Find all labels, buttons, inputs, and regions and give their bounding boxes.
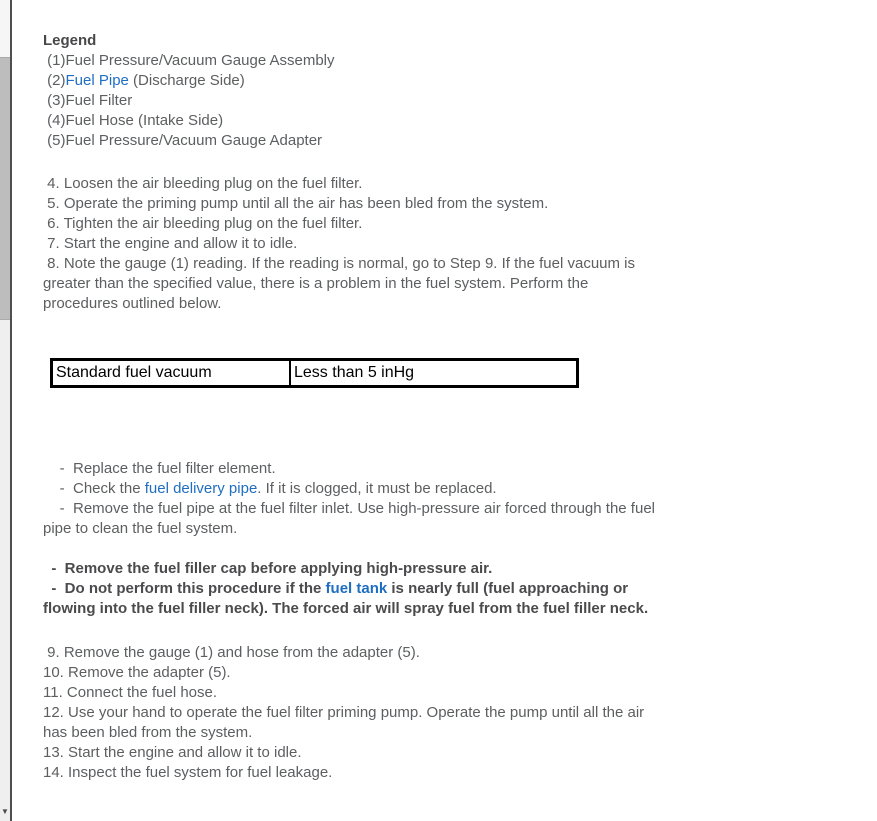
legend-item-text: (Discharge Side) (128, 72, 245, 89)
scrollbar-upper-track[interactable] (0, 0, 10, 57)
fuel-pipe-link[interactable]: Fuel Pipe (65, 72, 129, 89)
legend-item-text: (4)Fuel Hose (Intake Side) (43, 112, 224, 129)
legend-item-3 (43, 91, 656, 111)
step-9: 9. Remove the gauge (1) and hose from the adapter (5). (43, 644, 420, 661)
step-5: 5. Operate the priming pump until all the air has been bled from the system. (43, 195, 549, 212)
bullet-replace-filter (43, 459, 656, 479)
bullet-text: . If it is clogged, it must be replaced. (257, 480, 497, 497)
legend-item-text: (5)Fuel Pressure/Vacuum Gauge Adapter (43, 132, 323, 149)
scrollbar-thumb[interactable] (0, 57, 10, 320)
spec-label-cell: Standard fuel vacuum (52, 360, 291, 387)
document-content (43, 31, 660, 783)
procedure-steps-4-8 (43, 174, 656, 314)
scrollbar-down-button[interactable] (0, 806, 10, 818)
warning-text: - Remove the fuel filler cap before applying high-pressure air. (43, 560, 493, 577)
legend-list (43, 51, 656, 151)
remedy-bullet-list (43, 459, 660, 539)
legend-item-5 (43, 131, 656, 151)
down-arrow-icon: ▼ (1, 807, 9, 816)
bullet-text: - Remove the fuel pipe at the fuel filter inlet. Use high-pressure air forced through the fuel pipe to clean the fuel system. (43, 500, 660, 537)
step-14: 14. Inspect the fuel system for fuel leakage. (43, 764, 333, 781)
legend-item-2 (43, 71, 656, 91)
warning-fuel-tank (43, 579, 656, 619)
bullet-text: - Replace the fuel filter element. (43, 460, 276, 477)
bullet-remove-pipe (43, 499, 660, 539)
fuel-delivery-pipe-link[interactable]: fuel delivery pipe (144, 480, 258, 497)
bullet-text: - Check the (43, 480, 145, 497)
warning-text: is nearly full (fuel approaching or flowing into the fuel filler neck). The forced air will spray fuel from the fuel filler neck. (43, 580, 649, 617)
legend-item-text: (2) (43, 72, 66, 89)
procedure-steps-9-14 (43, 643, 656, 783)
legend-item-1 (43, 51, 656, 71)
step-4: 4. Loosen the air bleeding plug on the fuel filter. (43, 175, 363, 192)
step-10: 10. Remove the adapter (5). (43, 664, 231, 681)
step-7: 7. Start the engine and allow it to idle. (43, 235, 298, 252)
step-13: 13. Start the engine and allow it to idle. (43, 744, 302, 761)
warning-text: - Do not perform this procedure if the (43, 580, 326, 597)
step-11: 11. Connect the fuel hose. (43, 684, 218, 701)
spec-table (50, 358, 579, 388)
frame-divider (10, 0, 12, 821)
bullet-check-pipe (43, 479, 656, 499)
warning-bullet-list (43, 559, 656, 619)
step-12: 12. Use your hand to operate the fuel filter priming pump. Operate the pump until all the air has been bled from the system. (43, 704, 649, 741)
legend-item-4 (43, 111, 656, 131)
vertical-scrollbar[interactable] (0, 0, 10, 821)
step-8: 8. Note the gauge (1) reading. If the reading is normal, go to Step 9. If the fuel vacuum is greater than the specified value, there is a problem in the fuel system. Perform the procedures outlined below. (43, 255, 640, 312)
legend-item-text: (3)Fuel Filter (43, 92, 133, 109)
fuel-tank-link[interactable]: fuel tank (325, 580, 388, 597)
spec-table-wrap (50, 358, 656, 388)
step-6: 6. Tighten the air bleeding plug on the fuel filter. (43, 215, 363, 232)
spec-value-cell: Less than 5 inHg (290, 360, 578, 387)
legend-title: Legend (43, 32, 97, 49)
legend-item-text: (1)Fuel Pressure/Vacuum Gauge Assembly (43, 52, 335, 69)
spec-table-row (52, 360, 578, 387)
warning-filler-cap (43, 559, 656, 579)
